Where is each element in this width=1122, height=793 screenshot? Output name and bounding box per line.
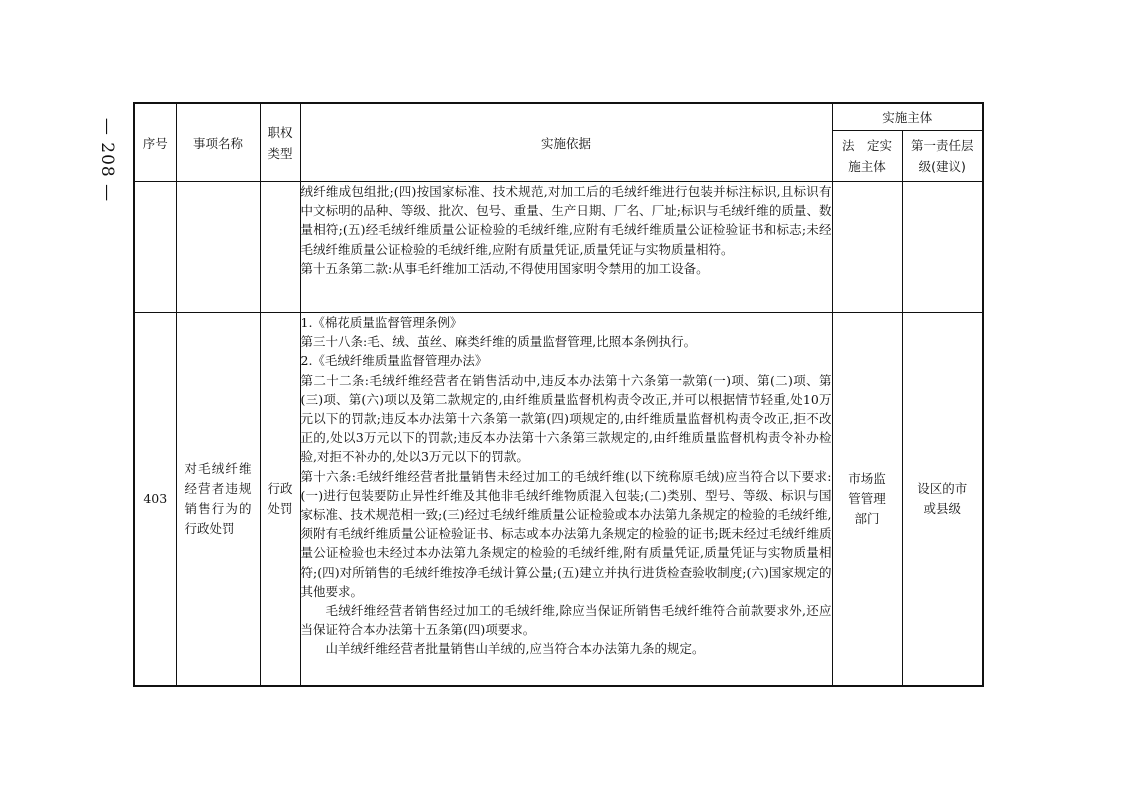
header-first-responsibility: 第一责任层级(建议) (902, 131, 983, 182)
basis-paragraph: 第二十二条:毛绒纤维经营者在销售活动中,违反本办法第十六条第一款第(一)项、第(二)项、第(三)项、第(六)项以及第二款规定的,由纤维质量监督机构责令改正,并可以根据情节轻重,处10万元以下的罚款;违反本办法第十六条第一款第(四)项规定的,由纤维质量监督机构责令改正,拒不改正的,处以3万元以下的罚款;违反本办法第十六条第三款规定的,由纤维质量监督机构责令补办检验,对拒不补办的,处以3万元以下的罚款。 (300, 372, 832, 465)
continuation-paragraph: 第十五条第二款:从事毛纤维加工活动,不得使用国家明令禁用的加工设备。 (300, 260, 709, 276)
row-item-name: 对毛绒纤维经营者违规销售行为的行政处罚 (176, 313, 260, 687)
page-number (92, 100, 122, 220)
row-power-type: 行政处罚 (260, 313, 300, 687)
header-basis: 实施依据 (300, 103, 832, 182)
header-legal-subject: 法 定实施主体 (832, 131, 902, 182)
basis-paragraph: 1.《棉花质量监督管理条例》 (300, 315, 463, 330)
header-item-name: 事项名称 (176, 103, 260, 182)
basis-paragraph: 2.《毛绒纤维质量监督管理办法》 (300, 353, 488, 369)
page-number-text: — 208 — (97, 117, 118, 203)
continuation-legal-cell (832, 182, 902, 313)
continuation-paragraph: 绒纤维成包组批;(四)按国家标准、技术规范,对加工后的毛绒纤维进行包装并标注标识,且标识有中文标明的品种、等级、批次、包号、重量、生产日期、厂名、厂址;标识与毛绒纤维的质量、数量相符;(五)经毛绒纤维质量公证检验的毛绒纤维,应附有毛绒纤维质量公证检验证书和标志;未经毛绒纤维质量公证检验的毛绒纤维,应附有质量凭证,质量凭证与实物质量相符。 (300, 184, 832, 257)
basis-paragraph: 毛绒纤维经营者销售经过加工的毛绒纤维,除应当保证所销售毛绒纤维符合前款要求外,还应当保证符合本办法第十五条第(四)项要求。 (300, 603, 832, 638)
continuation-basis-cell (300, 182, 832, 313)
header-power-type: 职权类型 (260, 103, 300, 182)
header-row-top (134, 103, 983, 131)
row-serial: 403 (134, 313, 176, 687)
header-implementing-subject: 实施主体 (832, 103, 983, 131)
row-legal-subject: 市场监管管理部门 (832, 313, 902, 687)
continuation-type-cell (260, 182, 300, 313)
header-serial: 序号 (134, 103, 176, 182)
continuation-row (134, 182, 983, 313)
continuation-level-cell (902, 182, 983, 313)
row-basis (300, 313, 832, 687)
basis-paragraph: 第三十八条:毛、绒、茧丝、麻类纤维的质量监督管理,比照本条例执行。 (300, 334, 697, 350)
row-first-responsibility: 设区的市或县级 (902, 313, 983, 687)
continuation-item-cell (176, 182, 260, 313)
basis-paragraph: 山羊绒纤维经营者批量销售山羊绒的,应当符合本办法第九条的规定。 (325, 641, 705, 657)
authority-table (133, 102, 984, 687)
continuation-serial-cell (134, 182, 176, 313)
basis-paragraph: 第十六条:毛绒纤维经营者批量销售未经过加工的毛绒纤维(以下统称原毛绒)应当符合以下要求:(一)进行包装要防止异性纤维及其他非毛绒纤维物质混入包装;(二)类别、型号、等级、标识与国家标准、技术规范相一致;(三)经过毛绒纤维质量公证检验或本办法第九条规定的检验的毛绒纤维,须附有毛绒纤维质量公证检验证书、标志或本办法第九条规定的检验的证书;既未经过毛绒纤维质量公证检验也未经过本办法第九条规定的检验的毛绒纤维,附有质量凭证,质量凭证与实物质量相符;(四)对所销售的毛绒纤维按净毛绒计算公量;(五)建立并执行进货检查验收制度;(六)国家规定的其他要求。 (300, 468, 832, 599)
table-row (134, 313, 983, 687)
